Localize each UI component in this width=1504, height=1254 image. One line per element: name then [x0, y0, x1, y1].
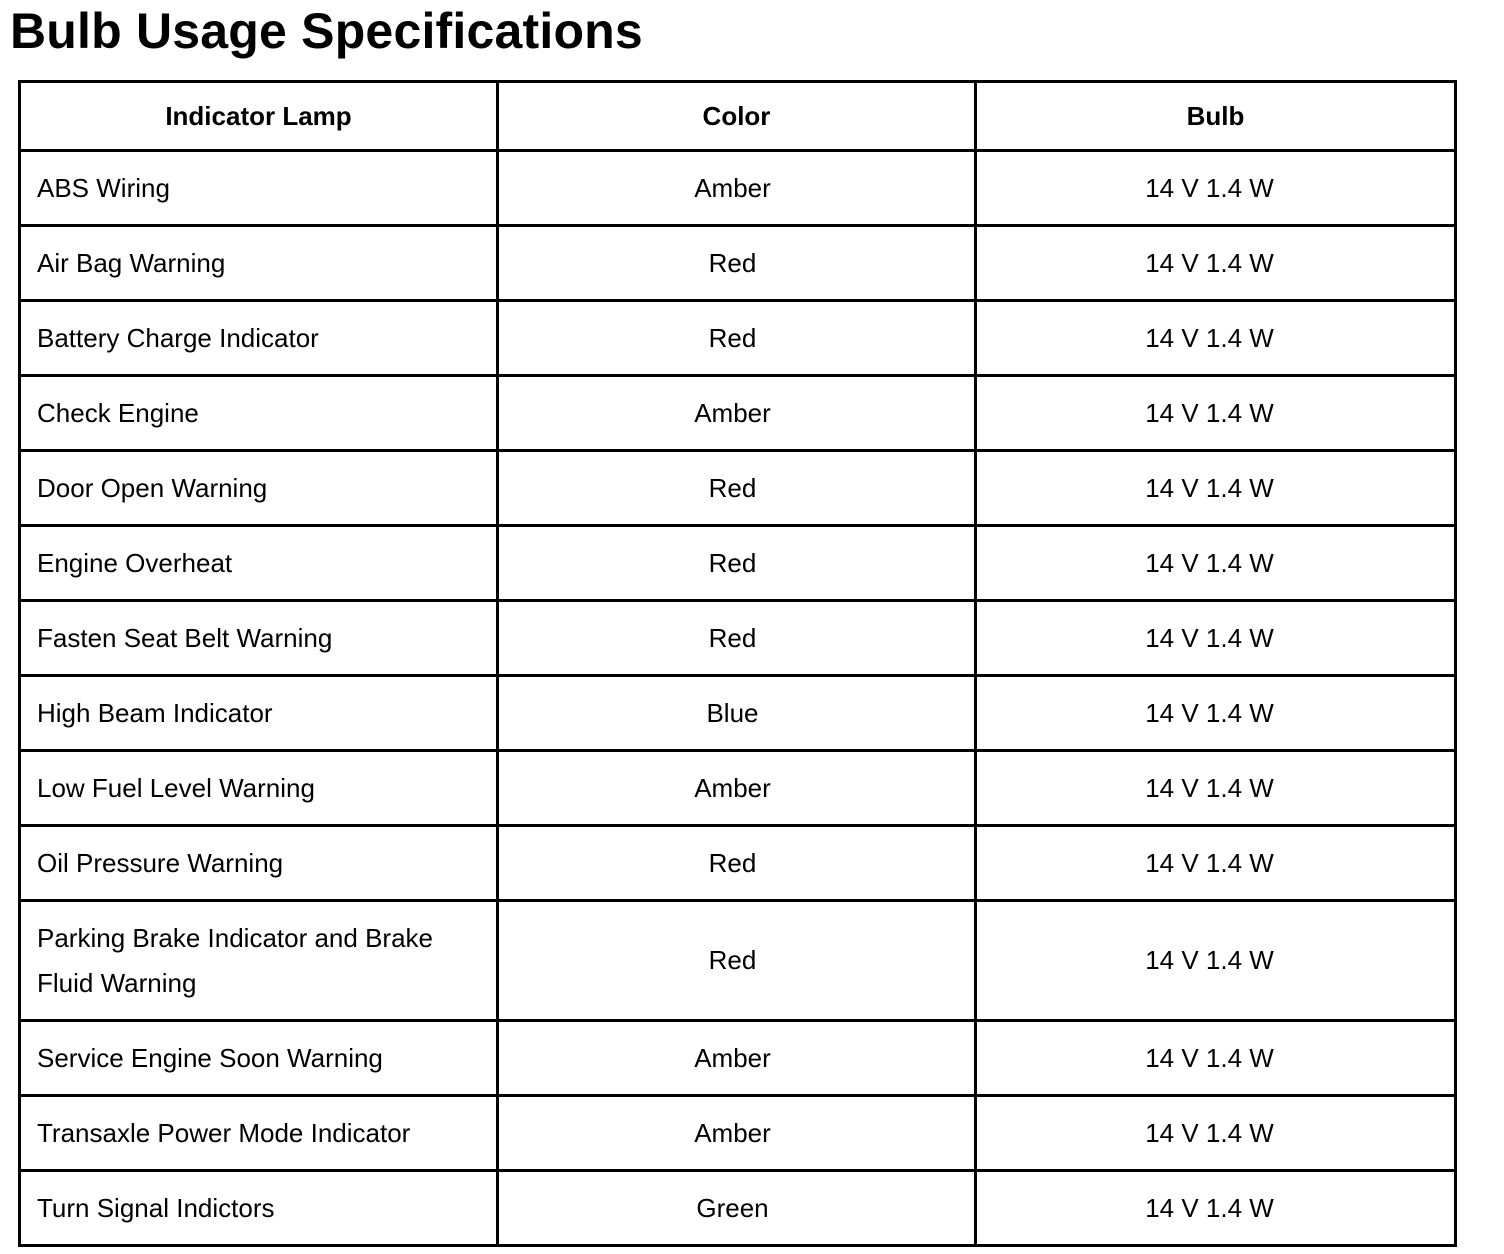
bulb-cell: 14 V 1.4 W: [976, 1171, 1456, 1246]
bulb-cell: 14 V 1.4 W: [976, 151, 1456, 226]
header-bulb: Bulb: [976, 82, 1456, 151]
lamp-cell: ABS Wiring: [20, 151, 498, 226]
lamp-cell: Battery Charge Indicator: [20, 301, 498, 376]
header-color: Color: [498, 82, 976, 151]
bulb-spec-table: [18, 80, 1457, 1247]
color-cell: Green: [498, 1171, 976, 1246]
table-row: [20, 601, 1456, 676]
bulb-cell: 14 V 1.4 W: [976, 1021, 1456, 1096]
table-row: [20, 1021, 1456, 1096]
color-cell: Red: [498, 301, 976, 376]
color-cell: Amber: [498, 1021, 976, 1096]
bulb-cell: 14 V 1.4 W: [976, 301, 1456, 376]
lamp-cell: High Beam Indicator: [20, 676, 498, 751]
table-row: [20, 526, 1456, 601]
bulb-cell: 14 V 1.4 W: [976, 751, 1456, 826]
color-cell: Red: [498, 526, 976, 601]
color-cell: Red: [498, 901, 976, 1021]
lamp-cell: Check Engine: [20, 376, 498, 451]
lamp-cell: Turn Signal Indictors: [20, 1171, 498, 1246]
color-cell: Blue: [498, 676, 976, 751]
lamp-cell: Door Open Warning: [20, 451, 498, 526]
table-row: [20, 751, 1456, 826]
color-cell: Red: [498, 826, 976, 901]
bulb-cell: 14 V 1.4 W: [976, 526, 1456, 601]
color-cell: Red: [498, 226, 976, 301]
lamp-cell: Transaxle Power Mode Indicator: [20, 1096, 498, 1171]
lamp-cell: Fasten Seat Belt Warning: [20, 601, 498, 676]
color-cell: Amber: [498, 151, 976, 226]
lamp-cell: Service Engine Soon Warning: [20, 1021, 498, 1096]
lamp-cell: Oil Pressure Warning: [20, 826, 498, 901]
bulb-cell: 14 V 1.4 W: [976, 451, 1456, 526]
table-row: [20, 1171, 1456, 1246]
table-row: [20, 901, 1456, 1021]
bulb-cell: 14 V 1.4 W: [976, 601, 1456, 676]
table-header-row: [20, 82, 1456, 151]
color-cell: Red: [498, 451, 976, 526]
color-cell: Red: [498, 601, 976, 676]
bulb-cell: 14 V 1.4 W: [976, 676, 1456, 751]
color-cell: Amber: [498, 376, 976, 451]
bulb-cell: 14 V 1.4 W: [976, 1096, 1456, 1171]
color-cell: Amber: [498, 751, 976, 826]
bulb-cell: 14 V 1.4 W: [976, 826, 1456, 901]
table-row: [20, 301, 1456, 376]
lamp-cell: Parking Brake Indicator and Brake Fluid Warning: [20, 901, 498, 1021]
page-title: Bulb Usage Specifications: [10, 3, 643, 59]
table-row: [20, 451, 1456, 526]
bulb-cell: 14 V 1.4 W: [976, 901, 1456, 1021]
table-row: [20, 826, 1456, 901]
lamp-cell: Low Fuel Level Warning: [20, 751, 498, 826]
lamp-cell: Engine Overheat: [20, 526, 498, 601]
table-row: [20, 676, 1456, 751]
table-row: [20, 151, 1456, 226]
table-row: [20, 376, 1456, 451]
lamp-cell: Air Bag Warning: [20, 226, 498, 301]
bulb-cell: 14 V 1.4 W: [976, 376, 1456, 451]
color-cell: Amber: [498, 1096, 976, 1171]
header-indicator-lamp: Indicator Lamp: [20, 82, 498, 151]
bulb-cell: 14 V 1.4 W: [976, 226, 1456, 301]
table-row: [20, 226, 1456, 301]
table-row: [20, 1096, 1456, 1171]
